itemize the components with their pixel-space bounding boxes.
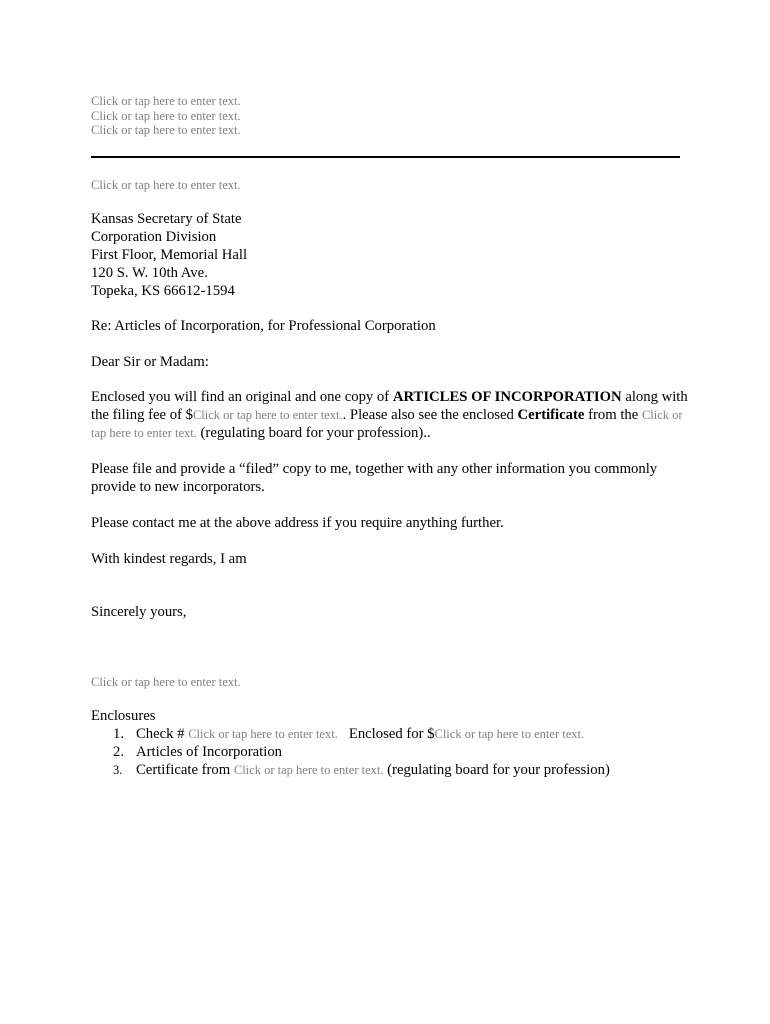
signature-name-field[interactable]: Click or tap here to enter text.	[91, 675, 241, 689]
certificate-suffix: (regulating board for your profession)	[383, 762, 610, 778]
sender-line-1-field[interactable]: Click or tap here to enter text.	[91, 94, 241, 108]
address-line-3: First Floor, Memorial Hall	[91, 247, 248, 263]
enclosures-list	[91, 725, 691, 779]
check-number-field[interactable]: Click or tap here to enter text.	[188, 727, 338, 741]
check-label: Check #	[136, 726, 189, 742]
enclosures-title: Enclosures	[91, 708, 156, 724]
para1-text-2: along with the filing fee of $	[91, 389, 688, 423]
sender-line-2-field[interactable]: Click or tap here to enter text.	[91, 108, 241, 123]
paragraph-enclosed	[91, 388, 691, 442]
enclosure-item-check	[91, 725, 691, 743]
para1-text-5: (regulating board for your profession)..	[196, 425, 431, 441]
paragraph-regards: With kindest regards, I am	[91, 551, 247, 567]
certificate-bold-text: Certificate	[517, 407, 585, 423]
date-field[interactable]: Click or tap here to enter text.	[91, 178, 241, 192]
address-line-4: 120 S. W. 10th Ave.	[91, 265, 208, 281]
recipient-address	[91, 210, 247, 300]
enclosure-item-articles	[91, 743, 691, 761]
address-line-2: Corporation Division	[91, 229, 217, 245]
articles-bold-text: ARTICLES OF INCORPORATION	[392, 389, 622, 405]
para1-text-1: Enclosed you will find an original and one copy of	[91, 389, 393, 405]
address-line-5: Topeka, KS 66612-1594	[91, 283, 235, 299]
closing: Sincerely yours,	[91, 604, 187, 620]
para1-text-3: . Please also see the enclosed	[342, 407, 518, 423]
list-number: 1.	[113, 726, 125, 742]
salutation: Dear Sir or Madam:	[91, 354, 209, 370]
filing-fee-field[interactable]: Click or tap here to enter text.	[192, 408, 343, 422]
paragraph-file-request: Please file and provide a “filed” copy to me, together with any other information you commonly provide to new incorporators.	[91, 461, 658, 495]
para1-text-4: from the	[584, 407, 642, 423]
articles-label: Articles of Incorporation	[136, 744, 283, 760]
date-line	[91, 177, 241, 193]
list-number: 3.	[113, 763, 123, 777]
sender-header	[91, 94, 241, 138]
re-line: Re: Articles of Incorporation, for Professional Corporation	[91, 318, 436, 334]
check-amount-field[interactable]: Click or tap here to enter text.	[434, 727, 585, 741]
list-number: 2.	[113, 744, 125, 760]
certificate-from-label: Certificate from	[136, 762, 234, 778]
paragraph-contact: Please contact me at the above address if you require anything further.	[91, 515, 504, 531]
regulating-board-field[interactable]: Click or tap here to enter text.	[91, 408, 683, 440]
signature-line	[91, 674, 241, 690]
address-line-1: Kansas Secretary of State	[91, 211, 242, 227]
header-divider	[91, 156, 680, 158]
enclosed-for-label: Enclosed for $	[337, 726, 435, 742]
certificate-board-field[interactable]: Click or tap here to enter text.	[233, 763, 384, 777]
enclosure-item-certificate	[91, 761, 691, 779]
sender-line-3-field[interactable]: Click or tap here to enter text.	[91, 123, 241, 138]
